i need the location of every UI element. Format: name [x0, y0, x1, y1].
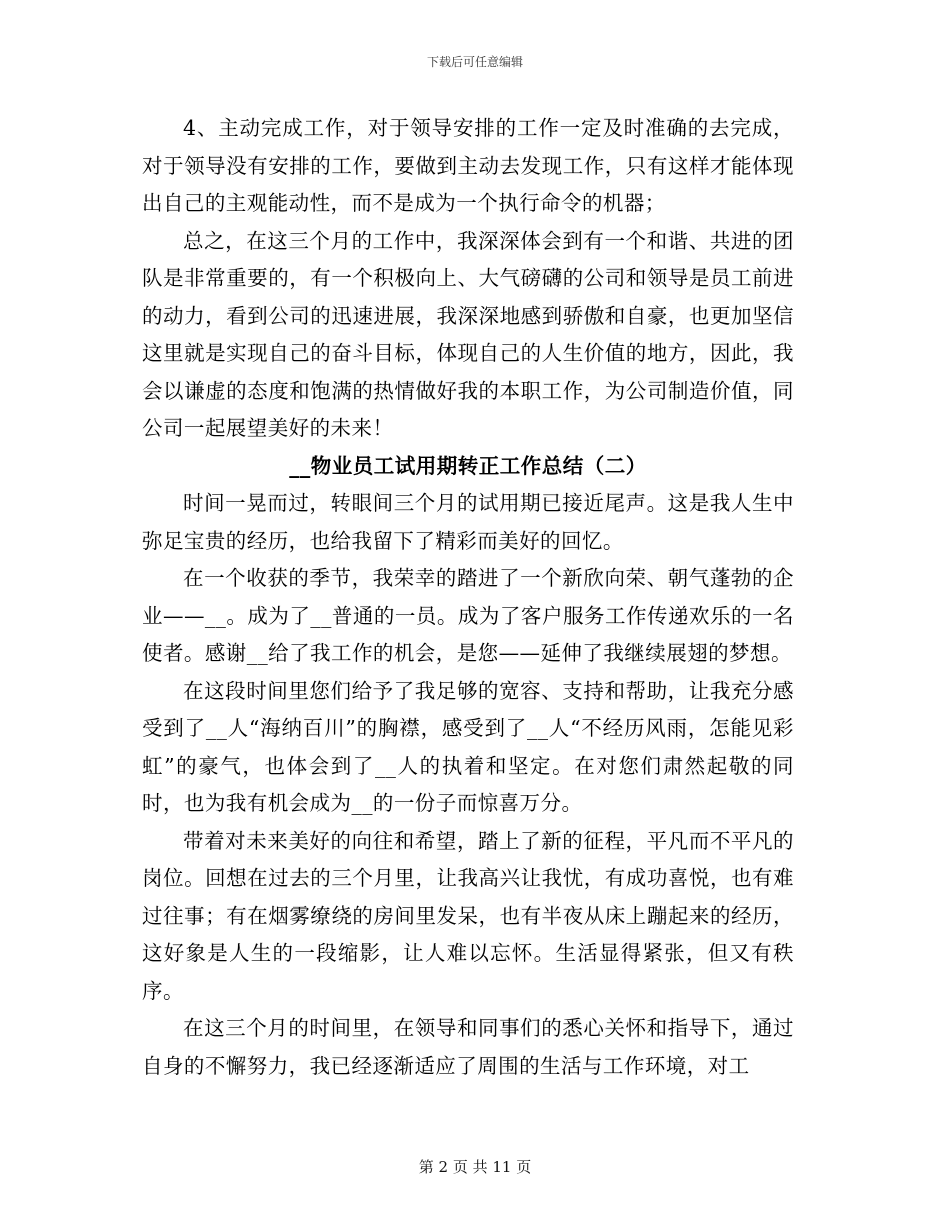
paragraph-joining-company: 在一个收获的季节，我荣幸的踏进了一个新欣向荣、朝气蓬勃的企业——__。成为了__普通的一员。成为了客户服务工作传递欢乐的一名使者。感谢__给了我工作的机会，是您——延伸了我继续展翅的梦想。: [142, 566, 794, 665]
paragraph-work-initiative: 4、主动完成工作，对于领导安排的工作一定及时准确的去完成，对于领导没有安排的工作，要做到主动去发现工作，只有这样才能体现出自己的主观能动性，而不是成为一个执行命令的机器；: [142, 116, 794, 215]
header-note: 下载后可任意编辑: [426, 55, 523, 69]
paragraph-gratitude: 在这段时间里您们给予了我足够的宽容、支持和帮助，让我充分感受到了__人“海纳百川”的胸襟，感受到了__人“不经历风雨，怎能见彩虹”的豪气，也体会到了__人的执着和坚定。在对您们肃然起敬的同时，也为我有机会成为__的一份子而惊喜万分。: [142, 678, 794, 815]
paragraph-adapting: 在这三个月的时间里，在领导和同事们的悉心关怀和指导下，通过自身的不懈努力，我已经逐渐适应了周围的生活与工作环境，对工: [142, 1016, 794, 1078]
paragraph-new-journey: 带着对未来美好的向往和希望，踏上了新的征程，平凡而不平凡的岗位。回想在过去的三个月里，让我高兴让我忧，有成功喜悦，也有难过往事；有在烟雾缭绕的房间里发呆，也有半夜从床上蹦起来的经历，这好象是人生的一段缩影，让人难以忘怀。生活显得紧张，但又有秩序。: [142, 828, 794, 1003]
page-number: 第 2 页 共 11 页: [418, 1158, 532, 1176]
paragraph-probation-ending: 时间一晃而过，转眼间三个月的试用期已接近尾声。这是我人生中弥足宝贵的经历，也给我留下了精彩而美好的回忆。: [142, 491, 794, 553]
paragraph-summary-conclusion: 总之，在这三个月的工作中，我深深体会到有一个和谐、共进的团队是非常重要的，有一个积极向上、大气磅礴的公司和领导是员工前进的动力，看到公司的迅速进展，我深深地感到骄傲和自豪，也更加坚信这里就是实现自己的奋斗目标，体现自己的人生价值的地方，因此，我会以谦虚的态度和饱满的热情做好我的本职工作，为公司制造价值，同公司一起展望美好的未来！: [142, 228, 794, 440]
document-body: [142, 110, 794, 1085]
section-title: __物业员工试用期转正工作总结（二）: [289, 453, 647, 478]
